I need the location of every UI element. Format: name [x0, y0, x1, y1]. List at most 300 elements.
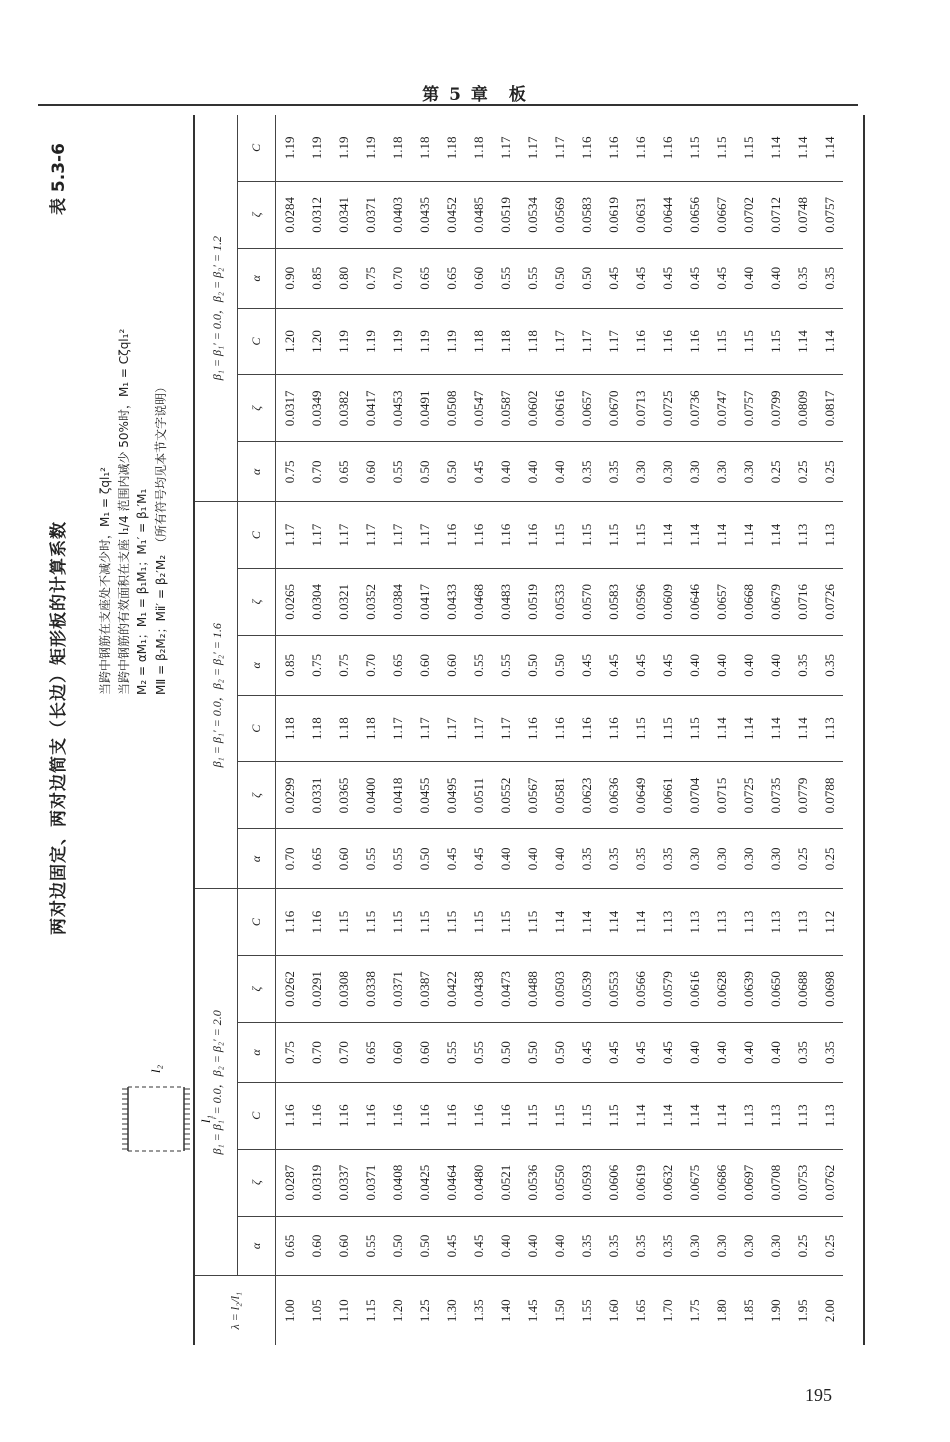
- chapter-header: 第 5 章 板: [422, 85, 528, 105]
- value-cell: 0.0661: [654, 762, 681, 829]
- value-cell: 0.0688: [789, 955, 816, 1022]
- value-cell: 0.50: [546, 1023, 573, 1083]
- value-cell: 0.35: [654, 1216, 681, 1276]
- value-cell: 1.12: [816, 889, 843, 956]
- column-header: C: [238, 1082, 276, 1149]
- table-row: [303, 115, 330, 1345]
- value-cell: 0.0552: [492, 762, 519, 829]
- note-line: 当跨中钢筋的有效面积在支座 l₁/4 范围内减少 50%时，M₁ = Cζql₁²: [116, 328, 131, 695]
- value-cell: 0.45: [627, 248, 654, 308]
- value-cell: 0.0628: [708, 955, 735, 1022]
- column-header: ζ: [238, 375, 276, 442]
- value-cell: 0.0341: [330, 181, 357, 248]
- value-cell: 0.30: [708, 1216, 735, 1276]
- lambda-cell: 1.35: [465, 1276, 492, 1345]
- value-cell: 1.15: [492, 889, 519, 956]
- lambda-cell: 1.40: [492, 1276, 519, 1345]
- value-cell: 0.35: [816, 635, 843, 695]
- value-cell: 0.45: [573, 1023, 600, 1083]
- value-cell: 0.65: [411, 248, 438, 308]
- value-cell: 0.40: [735, 1023, 762, 1083]
- value-cell: 0.40: [762, 248, 789, 308]
- value-cell: 1.16: [465, 1082, 492, 1149]
- value-cell: 0.60: [357, 442, 384, 502]
- value-cell: 0.0495: [438, 762, 465, 829]
- value-cell: 0.0581: [546, 762, 573, 829]
- column-header: C: [238, 308, 276, 375]
- lambda-cell: 1.05: [303, 1276, 330, 1345]
- value-cell: 1.13: [789, 502, 816, 569]
- value-cell: 0.55: [519, 248, 546, 308]
- value-cell: 0.35: [789, 1023, 816, 1083]
- value-cell: 0.55: [357, 829, 384, 889]
- value-cell: 0.60: [303, 1216, 330, 1276]
- value-cell: 0.55: [465, 635, 492, 695]
- value-cell: 0.40: [519, 829, 546, 889]
- value-cell: 0.45: [627, 1023, 654, 1083]
- value-cell: 0.65: [438, 248, 465, 308]
- header-rule: [38, 104, 858, 106]
- value-cell: 0.0583: [600, 568, 627, 635]
- column-header: ζ: [238, 181, 276, 248]
- value-cell: 1.15: [713, 136, 729, 160]
- value-cell: 0.0331: [303, 762, 330, 829]
- value-cell: 0.45: [600, 1023, 627, 1083]
- value-cell: 1.14: [708, 502, 735, 569]
- value-cell: 1.15: [600, 502, 627, 569]
- value-cell: 0.90: [276, 248, 304, 308]
- value-cell: 0.0650: [762, 955, 789, 1022]
- group-header: β₁ = β₁′ = 0.0，β₂ = β₂′ = 1.6: [195, 502, 238, 889]
- value-cell: 0.40: [546, 442, 573, 502]
- value-cell: 1.13: [681, 889, 708, 956]
- value-cell: 0.50: [492, 1023, 519, 1083]
- value-cell: 0.0400: [357, 762, 384, 829]
- value-cell: 1.16: [632, 136, 648, 160]
- value-cell: 1.15: [686, 136, 702, 160]
- value-cell: 1.18: [519, 308, 546, 375]
- value-cell: 1.17: [438, 695, 465, 762]
- value-cell: 0.30: [681, 442, 708, 502]
- value-cell: 0.0566: [627, 955, 654, 1022]
- value-cell: 1.16: [276, 889, 304, 956]
- value-cell: 0.0433: [438, 568, 465, 635]
- group-header: β₁ = β₁′ = 0.0，β₂ = β₂′ = 1.2: [195, 115, 238, 502]
- value-cell: 1.15: [735, 308, 762, 375]
- value-cell: 0.60: [384, 1023, 411, 1083]
- value-cell: 0.0349: [303, 375, 330, 442]
- value-cell: 0.60: [438, 635, 465, 695]
- value-cell: 0.0403: [384, 181, 411, 248]
- table-row: [681, 115, 708, 1345]
- value-cell: 0.0382: [330, 375, 357, 442]
- value-cell: 1.16: [600, 695, 627, 762]
- table-row: [735, 115, 762, 1345]
- value-cell: 0.0646: [681, 568, 708, 635]
- value-cell: 0.0321: [330, 568, 357, 635]
- value-cell: 1.18: [330, 695, 357, 762]
- value-cell: 1.14: [735, 502, 762, 569]
- value-cell: 1.17: [492, 695, 519, 762]
- value-cell: 0.40: [708, 635, 735, 695]
- value-cell: 0.0596: [627, 568, 654, 635]
- value-cell: 0.75: [330, 635, 357, 695]
- column-header: α: [238, 829, 276, 889]
- value-cell: 1.14: [627, 1082, 654, 1149]
- value-cell: 0.45: [681, 248, 708, 308]
- value-cell: 0.0284: [276, 181, 304, 248]
- value-cell: 0.65: [330, 442, 357, 502]
- value-cell: 0.25: [789, 442, 816, 502]
- value-cell: 0.35: [573, 442, 600, 502]
- lambda-cell: 1.60: [600, 1276, 627, 1345]
- value-cell: 0.35: [573, 829, 600, 889]
- value-cell: 0.0725: [654, 375, 681, 442]
- value-cell: 0.35: [789, 248, 816, 308]
- value-cell: 1.17: [600, 308, 627, 375]
- value-cell: 0.0371: [384, 955, 411, 1022]
- value-cell: 0.0757: [816, 181, 843, 248]
- lambda-cell: 1.15: [357, 1276, 384, 1345]
- value-cell: 1.18: [389, 136, 405, 160]
- value-cell: 1.16: [681, 308, 708, 375]
- value-cell: 1.18: [470, 136, 486, 160]
- value-cell: 0.0668: [735, 568, 762, 635]
- value-cell: 1.20: [303, 308, 330, 375]
- value-cell: 1.19: [308, 136, 324, 160]
- value-cell: 1.16: [519, 695, 546, 762]
- value-cell: 1.20: [276, 308, 304, 375]
- lambda-cell: 1.20: [384, 1276, 411, 1345]
- value-cell: 0.25: [789, 1216, 816, 1276]
- column-header: C: [238, 695, 276, 762]
- lambda-cell: 1.10: [330, 1276, 357, 1345]
- value-cell: 1.16: [357, 1082, 384, 1149]
- value-cell: 1.18: [492, 308, 519, 375]
- value-cell: 0.0748: [789, 181, 816, 248]
- value-cell: 0.30: [627, 442, 654, 502]
- value-cell: 1.19: [281, 136, 297, 160]
- value-cell: 0.25: [762, 442, 789, 502]
- value-cell: 0.0639: [735, 955, 762, 1022]
- value-cell: 0.0438: [465, 955, 492, 1022]
- value-cell: 1.15: [708, 308, 735, 375]
- value-cell: 1.19: [330, 308, 357, 375]
- value-cell: 0.75: [357, 248, 384, 308]
- value-cell: 0.60: [411, 1023, 438, 1083]
- value-cell: 1.17: [411, 502, 438, 569]
- value-cell: 1.18: [465, 308, 492, 375]
- value-cell: 0.0602: [519, 375, 546, 442]
- value-cell: 1.15: [762, 308, 789, 375]
- value-cell: 0.60: [411, 635, 438, 695]
- value-cell: 1.15: [546, 502, 573, 569]
- value-cell: 0.0567: [519, 762, 546, 829]
- value-cell: 1.17: [411, 695, 438, 762]
- value-cell: 1.17: [465, 695, 492, 762]
- value-cell: 0.0619: [627, 1149, 654, 1216]
- value-cell: 0.35: [600, 1216, 627, 1276]
- value-cell: 1.15: [573, 1082, 600, 1149]
- value-cell: 0.0708: [762, 1149, 789, 1216]
- value-cell: 0.70: [330, 1023, 357, 1083]
- value-cell: 0.30: [762, 829, 789, 889]
- value-cell: 0.45: [465, 1216, 492, 1276]
- value-cell: 0.70: [303, 1023, 330, 1083]
- value-cell: 1.17: [551, 136, 567, 160]
- group-header: β₁ = β₁′ = 0.0，β₂ = β₂′ = 2.0: [195, 889, 238, 1276]
- value-cell: 0.30: [735, 442, 762, 502]
- value-cell: 0.0485: [465, 181, 492, 248]
- value-cell: 0.0503: [546, 955, 573, 1022]
- value-cell: 0.0762: [816, 1149, 843, 1216]
- value-cell: 1.17: [330, 502, 357, 569]
- table-row: [519, 115, 546, 1345]
- value-cell: 0.0387: [411, 955, 438, 1022]
- value-cell: 0.0533: [546, 568, 573, 635]
- note-line: 当跨中钢筋在支座处不减少时，M₁ = ζql₁²: [98, 467, 112, 695]
- value-cell: 1.14: [654, 502, 681, 569]
- value-cell: 0.0753: [789, 1149, 816, 1216]
- value-cell: 0.30: [735, 829, 762, 889]
- value-cell: 1.14: [816, 308, 843, 375]
- value-cell: 1.19: [357, 308, 384, 375]
- value-cell: 0.0725: [735, 762, 762, 829]
- value-cell: 1.16: [330, 1082, 357, 1149]
- value-cell: 0.45: [573, 635, 600, 695]
- value-cell: 0.0679: [762, 568, 789, 635]
- table-body: [276, 115, 844, 1345]
- column-header: ζ: [238, 568, 276, 635]
- value-cell: 1.16: [492, 502, 519, 569]
- value-cell: 0.0352: [357, 568, 384, 635]
- value-cell: 0.45: [465, 442, 492, 502]
- value-cell: 0.45: [465, 829, 492, 889]
- table-row: [708, 115, 735, 1345]
- value-cell: 0.0417: [411, 568, 438, 635]
- value-cell: 1.16: [546, 695, 573, 762]
- value-cell: 0.50: [438, 442, 465, 502]
- value-cell: 0.60: [330, 1216, 357, 1276]
- value-cell: 0.0726: [816, 568, 843, 635]
- lambda-cell: 1.50: [546, 1276, 573, 1345]
- value-cell: 0.35: [573, 1216, 600, 1276]
- value-cell: 0.55: [438, 1023, 465, 1083]
- value-cell: 0.45: [600, 635, 627, 695]
- value-cell: 0.0508: [438, 375, 465, 442]
- value-cell: 0.0569: [546, 181, 573, 248]
- value-cell: 0.50: [411, 829, 438, 889]
- value-cell: 0.50: [573, 248, 600, 308]
- value-cell: 1.13: [762, 1082, 789, 1149]
- value-cell: 1.14: [767, 136, 783, 160]
- value-cell: 0.0521: [492, 1149, 519, 1216]
- table-row: [654, 115, 681, 1345]
- value-cell: 0.25: [816, 829, 843, 889]
- table-row: [330, 115, 357, 1345]
- value-cell: 1.14: [762, 695, 789, 762]
- value-cell: 1.14: [546, 889, 573, 956]
- table-row: [816, 115, 843, 1345]
- value-cell: 1.14: [600, 889, 627, 956]
- table-row: [627, 115, 654, 1345]
- value-cell: 0.0287: [276, 1149, 304, 1216]
- value-cell: 1.14: [708, 695, 735, 762]
- value-cell: 0.65: [384, 635, 411, 695]
- value-cell: 1.15: [627, 695, 654, 762]
- value-cell: 1.16: [384, 1082, 411, 1149]
- value-cell: 1.16: [605, 136, 621, 160]
- value-cell: 0.0417: [357, 375, 384, 442]
- table-row: [384, 115, 411, 1345]
- value-cell: 1.15: [384, 889, 411, 956]
- value-cell: 0.30: [708, 442, 735, 502]
- value-cell: 1.15: [357, 889, 384, 956]
- value-cell: 0.0636: [600, 762, 627, 829]
- value-cell: 1.14: [654, 1082, 681, 1149]
- value-cell: 0.0616: [681, 955, 708, 1022]
- value-cell: 0.0644: [654, 181, 681, 248]
- value-cell: 1.16: [578, 136, 594, 160]
- value-cell: 1.16: [573, 695, 600, 762]
- value-cell: 0.35: [627, 829, 654, 889]
- value-cell: 0.0550: [546, 1149, 573, 1216]
- value-cell: 0.40: [735, 635, 762, 695]
- column-header-row: [238, 115, 276, 1345]
- column-header: C: [238, 502, 276, 569]
- value-cell: 1.15: [411, 889, 438, 956]
- value-cell: 1.17: [384, 502, 411, 569]
- value-cell: 1.13: [762, 889, 789, 956]
- value-cell: 1.15: [546, 1082, 573, 1149]
- value-cell: 1.17: [524, 136, 540, 160]
- lambda-cell: 1.45: [519, 1276, 546, 1345]
- group-header-row: [195, 115, 238, 1345]
- value-cell: 0.0483: [492, 568, 519, 635]
- value-cell: 0.0704: [681, 762, 708, 829]
- value-cell: 0.80: [330, 248, 357, 308]
- value-cell: 0.30: [762, 1216, 789, 1276]
- value-cell: 1.15: [519, 889, 546, 956]
- column-header: C: [238, 115, 276, 181]
- value-cell: 0.0425: [411, 1149, 438, 1216]
- value-cell: 0.65: [276, 1216, 304, 1276]
- value-cell: 1.14: [681, 1082, 708, 1149]
- column-header: α: [238, 442, 276, 502]
- value-cell: 1.13: [708, 889, 735, 956]
- value-cell: 0.35: [816, 1023, 843, 1083]
- value-cell: 0.0799: [762, 375, 789, 442]
- value-cell: 0.35: [627, 1216, 654, 1276]
- hatch-bottom: [184, 1089, 190, 1149]
- value-cell: 0.70: [384, 248, 411, 308]
- value-cell: 0.0308: [330, 955, 357, 1022]
- lambda-cell: 1.55: [573, 1276, 600, 1345]
- value-cell: 0.55: [384, 442, 411, 502]
- value-cell: 0.0491: [411, 375, 438, 442]
- table-row: [600, 115, 627, 1345]
- value-cell: 0.75: [276, 1023, 304, 1083]
- value-cell: 0.50: [411, 442, 438, 502]
- value-cell: 0.0619: [600, 181, 627, 248]
- value-cell: 1.18: [443, 136, 459, 160]
- table-title: 两对边固定、两对边简支（长边）矩形板的计算系数: [49, 521, 69, 935]
- value-cell: 0.70: [357, 635, 384, 695]
- value-cell: 1.13: [816, 502, 843, 569]
- value-cell: 0.50: [384, 1216, 411, 1276]
- value-cell: 0.0262: [276, 955, 304, 1022]
- value-cell: 0.0371: [357, 181, 384, 248]
- value-cell: 0.0464: [438, 1149, 465, 1216]
- lambda-cell: 1.85: [735, 1276, 762, 1345]
- value-cell: 0.30: [681, 829, 708, 889]
- value-cell: 0.0265: [276, 568, 304, 635]
- value-cell: 0.0609: [654, 568, 681, 635]
- value-cell: 1.16: [438, 1082, 465, 1149]
- table-row: [546, 115, 573, 1345]
- value-cell: 1.14: [627, 889, 654, 956]
- table-row: [411, 115, 438, 1345]
- value-cell: 0.0304: [303, 568, 330, 635]
- value-cell: 0.0667: [708, 181, 735, 248]
- value-cell: 1.15: [330, 889, 357, 956]
- value-cell: 0.40: [519, 1216, 546, 1276]
- value-cell: 0.0337: [330, 1149, 357, 1216]
- value-cell: 0.0455: [411, 762, 438, 829]
- value-cell: 0.35: [600, 442, 627, 502]
- value-cell: 0.0583: [573, 181, 600, 248]
- value-cell: 1.15: [681, 695, 708, 762]
- label-l1: l₁: [198, 1114, 213, 1124]
- lambda-cell: 2.00: [816, 1276, 843, 1345]
- table-row: [762, 115, 789, 1345]
- value-cell: 0.45: [438, 1216, 465, 1276]
- value-cell: 1.19: [384, 308, 411, 375]
- value-cell: 0.0735: [762, 762, 789, 829]
- value-cell: 0.0547: [465, 375, 492, 442]
- column-header: α: [238, 248, 276, 308]
- value-cell: 0.0779: [789, 762, 816, 829]
- value-cell: 1.13: [816, 1082, 843, 1149]
- value-cell: 0.0338: [357, 955, 384, 1022]
- value-cell: 1.14: [708, 1082, 735, 1149]
- value-cell: 0.70: [303, 442, 330, 502]
- value-cell: 0.0593: [573, 1149, 600, 1216]
- value-cell: 1.19: [438, 308, 465, 375]
- value-cell: 0.40: [762, 1023, 789, 1083]
- value-cell: 0.40: [708, 1023, 735, 1083]
- value-cell: 0.0736: [681, 375, 708, 442]
- value-cell: 0.40: [492, 1216, 519, 1276]
- value-cell: 1.15: [573, 502, 600, 569]
- column-header: α: [238, 1216, 276, 1276]
- value-cell: 1.16: [627, 308, 654, 375]
- value-cell: 1.17: [303, 502, 330, 569]
- lambda-cell: 1.70: [654, 1276, 681, 1345]
- column-header: ζ: [238, 762, 276, 829]
- value-cell: 0.0657: [708, 568, 735, 635]
- table-row: [492, 115, 519, 1345]
- value-cell: 0.35: [600, 829, 627, 889]
- value-cell: 1.16: [492, 1082, 519, 1149]
- value-cell: 1.14: [762, 502, 789, 569]
- value-cell: 0.25: [789, 829, 816, 889]
- value-cell: 0.65: [357, 1023, 384, 1083]
- value-cell: 1.16: [303, 889, 330, 956]
- table-row: [438, 115, 465, 1345]
- value-cell: 0.0468: [465, 568, 492, 635]
- value-cell: 0.60: [465, 248, 492, 308]
